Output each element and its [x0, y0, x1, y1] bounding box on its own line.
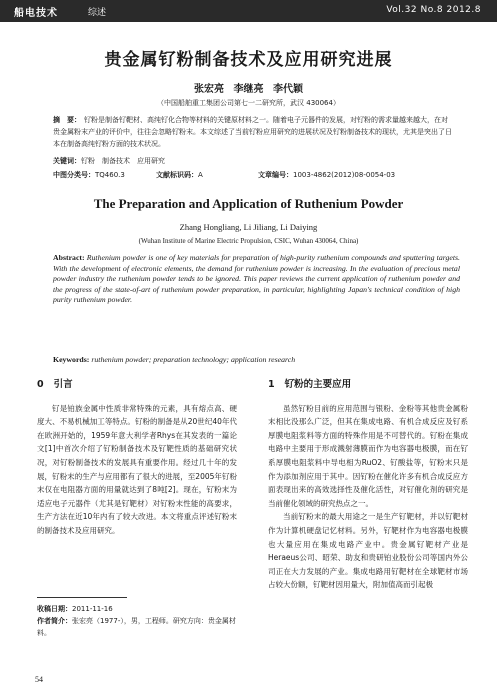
page-number: 54 — [35, 675, 43, 684]
right-column — [268, 378, 468, 592]
doc-code — [156, 170, 203, 180]
keywords-cn-label: 关键词： — [53, 157, 81, 165]
section-1-paragraph-1: 虽然钌粉目前的应用范围与银粉、金粉等其他贵金属粉末相比没那么广泛，但其在集成电路、有机合成反应及钌系厚膜电阻浆料等方面的特殊作用是不可替代的。钌粉在集成电路中主要用于形成溅射薄膜而作为电容器电极膜，而在钌系厚膜电阻浆料中导电相为RuO2、钌酸盐等，钌粉末只是作为添加剂应用于其中。因钌粉在催化许多有机合成反应方面表现出来的高效选择性及催化活性，对钌催化剂的研究是当前催化领域的研究热点之一。 — [268, 403, 468, 508]
section-0-number: 0 — [37, 379, 44, 390]
doc-value: A — [198, 171, 203, 179]
affiliation-cn: （中国船舶重工集团公司第七一二研究所，武汉 430064） — [157, 99, 340, 107]
section-1-title: 钌粉的主要应用 — [284, 379, 352, 390]
clc-value: TQ460.3 — [95, 171, 125, 179]
article-value: 1003-4862(2012)08-0054-03 — [293, 171, 396, 179]
clc-label: 中图分类号： — [53, 171, 95, 179]
clc-code — [53, 170, 125, 180]
journal-name: 船电技术 — [14, 8, 58, 19]
author-bio-value: 张宏亮（1977-），男，工程师。研究方向：贵金属材料。 — [37, 617, 236, 637]
keywords-en — [53, 355, 463, 364]
section-0-heading — [37, 378, 237, 392]
authors-en: Zhang Hongliang, Li Jiliang, Li Daiying — [179, 222, 318, 232]
section-0-paragraph: 钌是铂族金属中性质非常特殊的元素，具有熔点高、硬度大、不易机械加工等特点。钌粉的制备是从20世纪40年代在欧洲开始的，1959年意大利学者Rhys在其发表的一篇论文[1]中首次介绍了钌粉制备技术及钌靶性质的基础研究状况，对钌粉制备技术的发展具有重要作用。经过几十年的发展，钌粉末的生产与应用都有了很大的进展，至2005年钌粉末仅在电阻器方面的用量就达到了8吨[2]。现在，钌粉末为适应电子元器件（尤其是钌靶材）对钌粉末性能的高要求，生产方法在近10年内有了较大改进。本文将重点评述钌粉末的制备技术及应用研究。 — [37, 403, 237, 535]
received-label: 收稿日期： — [37, 605, 72, 613]
abstract-cn-label: 摘 要： — [53, 116, 81, 124]
author-bio-label: 作者简介： — [37, 617, 72, 625]
received-value: 2011-11-16 — [72, 605, 113, 613]
section-0-title: 引言 — [53, 379, 73, 390]
received-date — [37, 603, 237, 615]
section-1-number: 1 — [268, 379, 275, 390]
left-column — [37, 378, 237, 538]
section-1-paragraph-2: 当前钌粉末的最大用途之一是生产钌靶材，并以钌靶材作为计算机硬盘记忆材料。另外，钌靶材作为电容器电极膜也大量应用在集成电路产业中。贵金属钌靶材产业是Heraeus公司、昭荣、助友和贵研铂业股份公司等国内外公司正在大力发展的产业。集成电路用钌靶材在全球靶材市场占较大份额，钌靶材因用量大，附加值高而引起极 — [268, 512, 468, 590]
article-number — [258, 170, 395, 180]
journal-header-bar — [0, 0, 497, 22]
abstract-en — [53, 253, 460, 306]
abstract-cn — [53, 114, 453, 150]
keywords-cn — [53, 156, 165, 166]
keywords-en-text: ruthenium powder; preparation technology; application research — [89, 355, 296, 364]
authors-cn: 张宏亮 李继亮 李代颖 — [194, 84, 303, 95]
issue-info: Vol.32 No.8 2012.8 — [386, 5, 481, 15]
keywords-cn-text: 钌粉 制备技术 应用研究 — [81, 157, 165, 165]
abstract-cn-text: 钌粉是制备钌靶材、高纯钌化合物等材料的关键原材料之一。随着电子元器件的发展，对钌粉的需求量越来越大，在对贵金属粉末产业的评价中，往往会忽略钌粉末。本文综述了当前钌粉应用研究的进展状况及钌粉制备技术的现状，尤其是突出了日本在制备高纯钌粉方面的技术状况。 — [53, 116, 452, 148]
footnote-divider — [37, 597, 127, 598]
abstract-en-text: Ruthenium powder is one of key materials for preparation of high-purity ruthenium compounds and sputtering targets. With the development of electronic elements, the demand for ruthenium powder is increasing. In the evaluation of precious metal powder industry the ruthenium powder tends to be ignored. This paper reviews the current application of ruthenium powder and the progress of the state-of-art of ruthenium powder preparation, in particular, highlighting Japan's technical condition of high purity ruthenium powder. — [53, 253, 460, 304]
section-1-heading — [268, 378, 468, 392]
article-label: 文章编号： — [258, 171, 293, 179]
paper-title-cn: 贵金属钌粉制备技术及应用研究进展 — [104, 50, 393, 70]
doc-label: 文献标识码： — [156, 171, 198, 179]
affiliation-en: (Wuhan Institute of Marine Electric Propulsion, CSIC, Wuhan 430064, China) — [138, 237, 359, 245]
paper-title-en: The Preparation and Application of Ruthenium Powder — [93, 196, 404, 211]
abstract-en-label: Abstract: — [53, 253, 85, 262]
keywords-en-label: Keywords: — [53, 355, 90, 364]
section-label: 综述 — [88, 8, 107, 18]
footnote — [37, 603, 237, 639]
author-bio — [37, 615, 237, 639]
